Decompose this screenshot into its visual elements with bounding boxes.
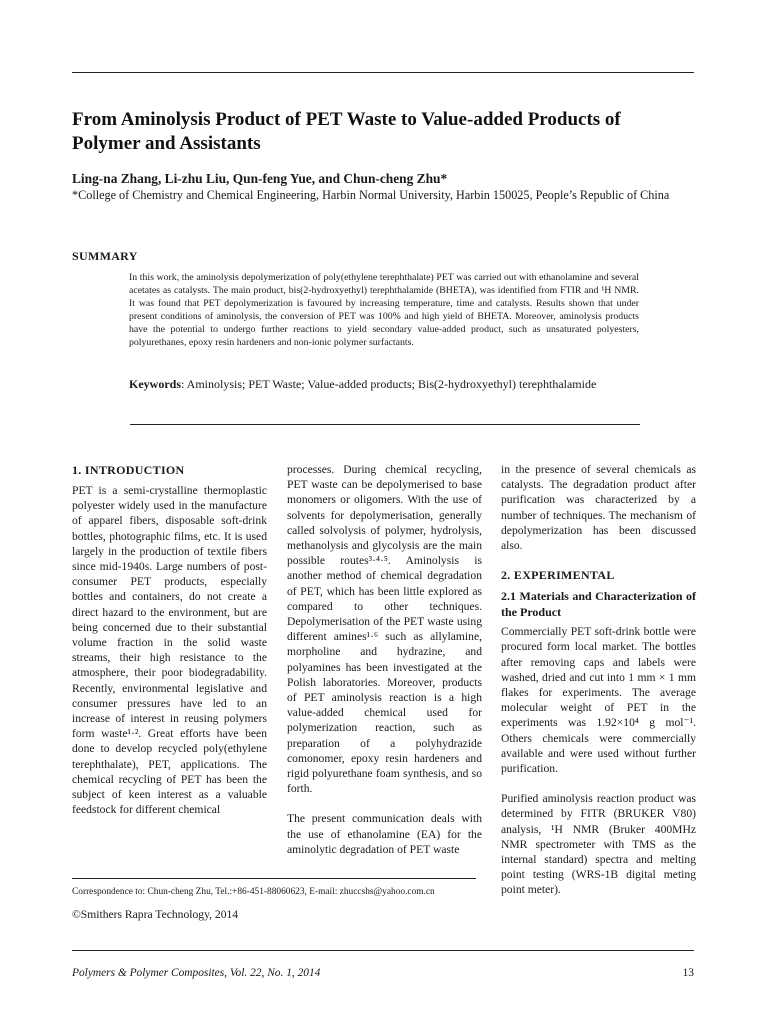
materials-paragraph: Commercially PET soft-drink bottle were procured form local market. The bottles after removing caps and labels were washed, dried and cut into 1 mm × 1 mm flakes for experiments. The average molecular weight of PET in the experiments was 1.92×10⁴ g mol⁻¹. Others chemicals were commercially available and were used without further purification.	[501, 625, 696, 776]
page-number: 13	[682, 967, 694, 979]
materials-subheading: 2.1 Materials and Characterization of the Product	[501, 589, 696, 620]
communication-paragraph-continued: in the presence of several chemicals as catalysts. The degradation product after purification was characterized by a number of techniques. The mechanism of depolymerization has been discussed also.	[501, 463, 696, 553]
column-2	[287, 462, 482, 857]
copyright-notice: ©Smithers Rapra Technology, 2014	[72, 908, 239, 921]
communication-paragraph: The present communication deals with the use of ethanolamine (EA) for the aminolytic degradation of PET waste	[287, 812, 482, 856]
keywords-label: Keywords	[129, 377, 181, 391]
section-divider	[130, 424, 640, 425]
characterization-paragraph: Purified aminolysis reaction product was determined by FITR (BRUKER V80) analysis, ¹H NMR (Bruker 400MHz NMR spectrometer with TMS as the internal standard) spectra and melting point testing (WRS-1B digital meting point meter).	[501, 792, 696, 897]
footer-rule	[72, 950, 694, 951]
introduction-paragraph: PET is a semi-crystalline thermoplastic polyester widely used in the manufacture of apparel fibers, disposable soft-drink bottles, photographic films, etc. It is used largely in the production of textile fibers since mid-1940s. Large numbers of post-consumer PET products, especially bottles and containers, do not create a direct hazard to the environment, but are being concerned due to their substantial volume fraction in the solid waste streams, their high resistance to the atmosphere, their poor biodegradability. Recently, environmental legislative and consumer pressures have led to an increase of interest in reusing polymers form waste¹·². Great efforts have been done to develop recycled poly(ethylene terephthalate), PET, applications. The chemical recycling of PET has been the subject of keen interest as a valuable feedstock for different chemical	[72, 484, 267, 817]
abstract-text: In this work, the aminolysis depolymerization of poly(ethylene terephthalate) PET was carried out with ethanolamine and several acetates as catalysts. The main product, bis(2-hydroxyethyl) terephthalamide (BHETA), was identified from FTIR and ¹H NMR. It was found that PET depolymerization is favoured by increasing temperature, time and catalysts. Results shown that under present conditions of aminolysis, the conversion of PET was 100% and high yield of BHETA. Moreover, aminolysis products have the potential to undergo further reactions to yield secondary value-added product, such as unsaturated polyesters, polyurethanes, epoxy resin hardeners and non-ionic polymer surfactants.	[129, 272, 639, 349]
keywords-text: : Aminolysis; PET Waste; Value-added products; Bis(2-hydroxyethyl) terephthalamide	[181, 377, 597, 391]
experimental-heading: 2. EXPERIMENTAL	[501, 568, 615, 583]
author-list: Ling-na Zhang, Li-zhu Liu, Qun-feng Yue, and Chun-cheng Zhu*	[72, 171, 448, 186]
summary-heading: SUMMARY	[72, 249, 138, 263]
introduction-paragraph-continued: processes. During chemical recycling, PET waste can be depolymerised to base monomers or oligomers. With the use of solvents for depolymerisation, generally called solvolysis of polymer, hydrolysis, methanolysis and glycolysis are the main possible routes³·⁴·⁵. Aminolysis is another method of chemical degradation of PET, which has been little explored as compared to other techniques. Depolymerisation of the PET waste using different amines¹·⁶ such as allylamine, morpholine and hydrazine, and polyamines has been investigated at the Polish laboratories. Moreover, products of PET aminolysis reaction is a high value-added chemical used for polymerization reaction, such as preparation of a polyhydrazide comonomer, epoxy resin hardeners and rigid polyurethane foam synthesis, and so forth.	[287, 463, 482, 796]
paper-title: From Aminolysis Product of PET Waste to Value-added Products of Polymer and Assistants	[72, 109, 621, 154]
introduction-heading: 1. INTRODUCTION	[72, 463, 185, 477]
journal-citation: Polymers & Polymer Composites, Vol. 22, No. 1, 2014	[72, 967, 321, 979]
header-rule	[72, 72, 694, 73]
affiliation: *College of Chemistry and Chemical Engineering, Harbin Normal University, Harbin 150025, People’s Republic of China	[72, 188, 670, 202]
correspondence-note: Correspondence to: Chun-cheng Zhu, Tel.:+86-451-88060623, E-mail: zhuccshs@yahoo.com.cn	[72, 887, 435, 897]
footnote-rule	[72, 878, 476, 879]
keywords	[129, 376, 689, 392]
column-1	[72, 462, 267, 817]
column-3	[501, 462, 696, 898]
